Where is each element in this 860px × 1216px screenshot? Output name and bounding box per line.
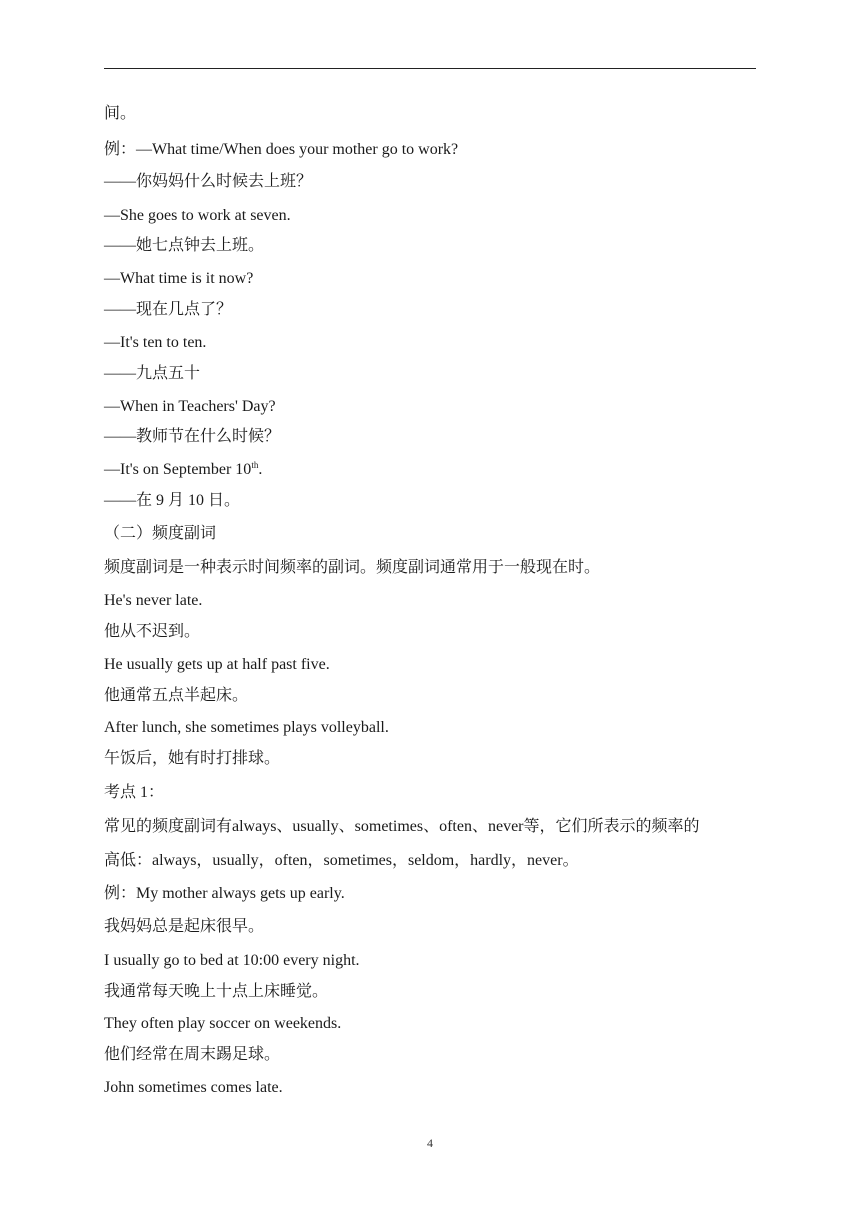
text-line: ——在 9 月 10 日。 [104,492,241,509]
text-line: 我妈妈总是起床很早。 [104,918,265,935]
text-line: ——现在几点了？ [104,301,233,318]
text-line: 间。 [104,105,137,122]
text-line: After lunch, she sometimes plays volleyball. [104,719,389,736]
text-line: 考点 1： [104,784,165,801]
text-line: ——九点五十 [104,365,201,382]
text-line: 他从不迟到。 [104,623,201,640]
text-line: 例：My mother always gets up early. [104,885,345,902]
text-line: 高低：always，usually，often，sometimes，seldom，hardly，never。 [104,852,579,869]
text-line: 频度副词是一种表示时间频率的副词。频度副词通常用于一般现在时。 [104,559,601,576]
header-rule [104,68,756,69]
text-line: —When in Teachers' Day? [104,398,276,415]
section-heading: （二）频度副词 [104,525,217,542]
text-line: 他通常五点半起床。 [104,687,249,704]
text-line: They often play soccer on weekends. [104,1015,342,1032]
text-line: 午饭后，她有时打排球。 [104,750,281,767]
text-line: ——她七点钟去上班。 [104,237,265,254]
text-line: He usually gets up at half past five. [104,656,330,673]
text-line: 他们经常在周末踢足球。 [104,1046,281,1063]
text-line: ——教师节在什么时候？ [104,428,281,445]
text-line: —She goes to work at seven. [104,207,291,224]
sentence-end: . [258,461,263,478]
text-line: 常见的频度副词有always、usually、sometimes、often、never等，它们所表示的频率的 [104,818,700,835]
text-line: ——你妈妈什么时候去上班？ [104,173,313,190]
text-line: He's never late. [104,592,203,609]
text-line: 我通常每天晚上十点上床睡觉。 [104,983,329,1000]
ordinal-suffix: th [251,460,259,470]
text-line: —It's ten to ten. [104,334,207,351]
september-line [104,460,760,480]
text-line: —What time is it now? [104,270,254,287]
text-line: I usually go to bed at 10:00 every night. [104,952,360,969]
text-line: John sometimes comes late. [104,1079,283,1096]
text-line: 例：—What time/When does your mother go to work? [104,141,459,158]
page-number: 4 [427,1136,433,1150]
text-line: —It's on September 10 [104,461,252,478]
